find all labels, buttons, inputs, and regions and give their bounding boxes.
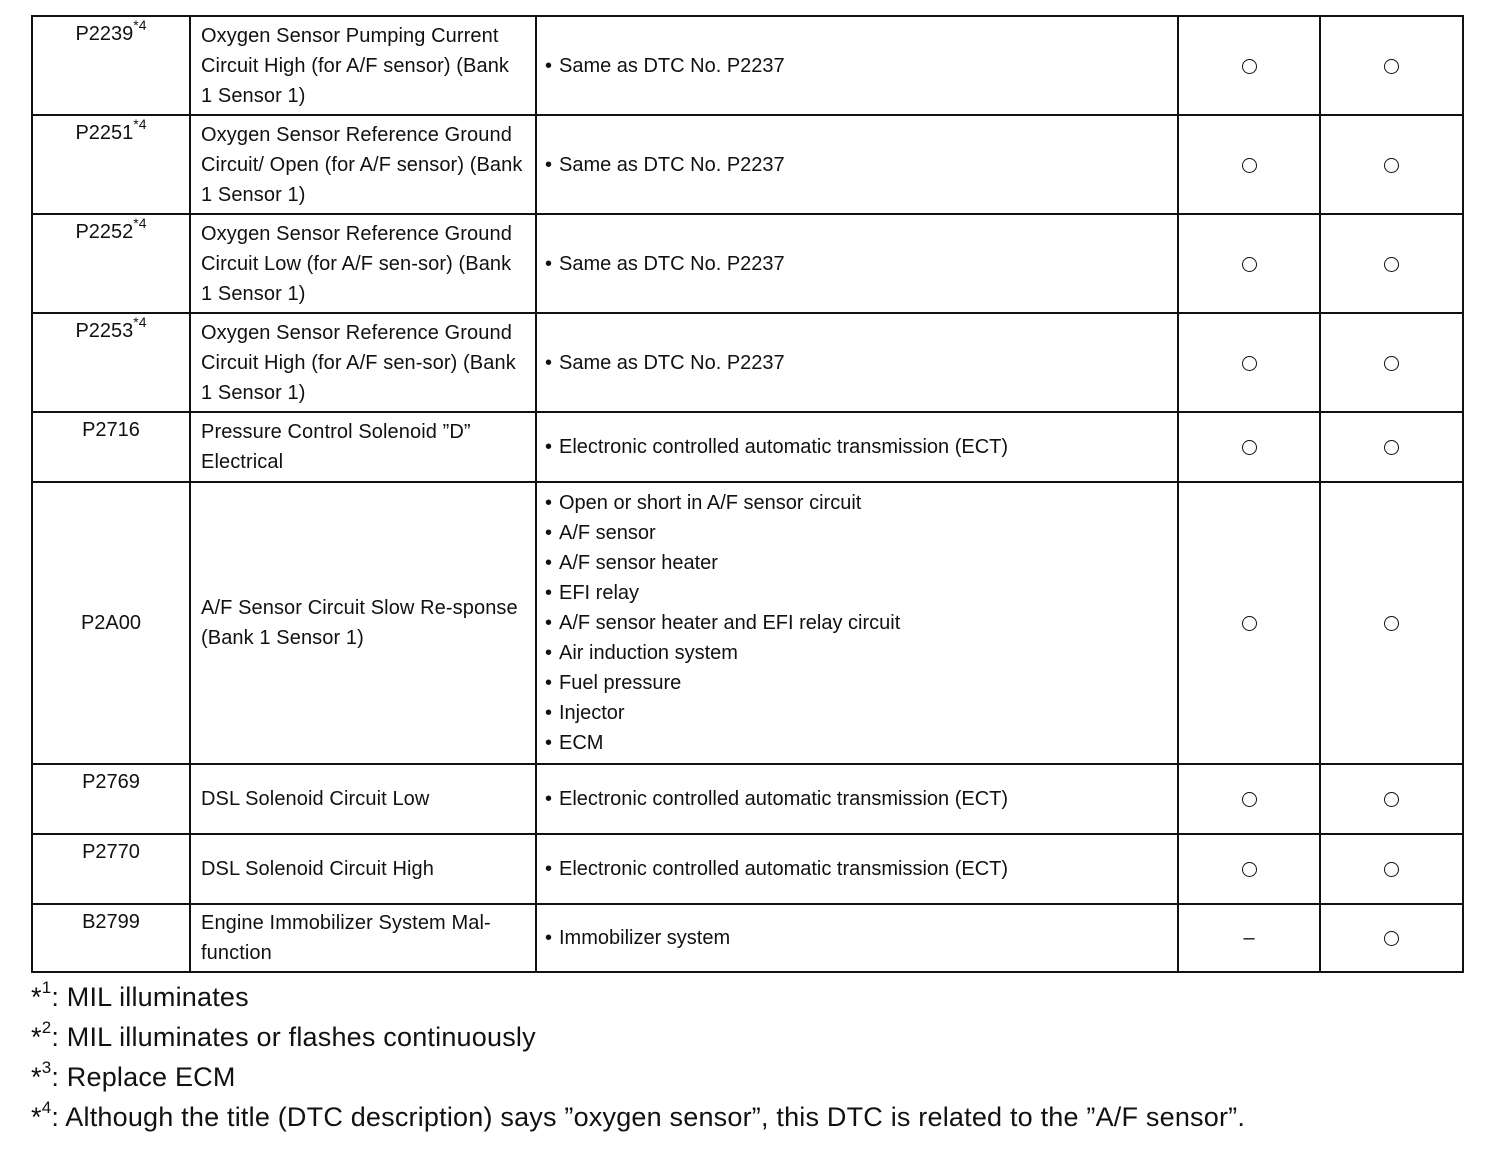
dtc-code-cell [32,412,190,482]
table-row [32,16,1463,115]
circle-mark-icon [1384,356,1399,371]
table-row [32,904,1463,972]
trouble-area-cell [536,834,1178,904]
circle-mark-icon [1242,257,1257,272]
list-item: • Electronic controlled automatic transmission (ECT) [545,854,1177,884]
list-item: • Same as DTC No. P2237 [545,348,1177,378]
circle-mark-icon [1242,356,1257,371]
list-item: • Injector [545,698,1177,728]
table-row [32,313,1463,412]
table-row [32,834,1463,904]
mil-cell [1178,16,1320,115]
footnote [31,977,1245,1017]
circle-mark-icon [1242,792,1257,807]
memory-cell [1320,115,1463,214]
footnote-text: : MIL illuminates or flashes continuously [51,1022,536,1052]
dtc-code: P2716 [82,419,140,441]
dtc-code: P2769 [82,771,140,793]
circle-mark-icon [1384,862,1399,877]
memory-cell [1320,16,1463,115]
trouble-area-cell [536,764,1178,834]
mil-cell [1178,834,1320,904]
detection-item-cell: Oxygen Sensor Pumping Current Circuit High (for A/F sensor) (Bank 1 Sensor 1) [190,16,536,115]
trouble-area-list [545,150,1177,180]
list-item: • Open or short in A/F sensor circuit [545,488,1177,518]
circle-mark-icon [1242,158,1257,173]
trouble-area-list [545,923,1177,953]
detection-item-cell: Oxygen Sensor Reference Ground Circuit High (for A/F sen-sor) (Bank 1 Sensor 1) [190,313,536,412]
detection-item-cell: DSL Solenoid Circuit Low [190,764,536,834]
list-item: • A/F sensor heater and EFI relay circuit [545,608,1177,638]
table-row [32,214,1463,313]
dtc-code: P2239 [75,23,134,45]
trouble-area-cell [536,904,1178,972]
detection-item-cell: A/F Sensor Circuit Slow Re-sponse (Bank 1 Sensor 1) [190,482,536,764]
detection-item-cell: Pressure Control Solenoid ”D” Electrical [190,412,536,482]
memory-cell [1320,214,1463,313]
dtc-code-note: *4 [133,314,147,331]
circle-mark-icon [1384,931,1399,946]
memory-cell [1320,904,1463,972]
trouble-area-cell [536,115,1178,214]
mil-cell [1178,115,1320,214]
mil-cell [1178,214,1320,313]
mil-cell [1178,313,1320,412]
dash-mark: – [1243,927,1255,949]
detection-item-cell: Engine Immobilizer System Mal-function [190,904,536,972]
list-item: • A/F sensor [545,518,1177,548]
footnote-number: 4 [41,1098,52,1117]
memory-cell [1320,834,1463,904]
dtc-code-note: *4 [133,17,147,34]
dtc-code: P2A00 [80,612,142,634]
trouble-area-list [545,488,1177,758]
mil-cell [1178,764,1320,834]
dtc-code-cell [32,834,190,904]
dtc-code: P2253 [75,320,134,342]
trouble-area-list [545,51,1177,81]
footnote-text: : Replace ECM [51,1062,236,1092]
footnote-text: : Although the title (DTC description) says ”oxygen sensor”, this DTC is related to the ”A/F sensor”. [51,1102,1246,1132]
dtc-code: B2799 [82,911,140,933]
footnote [31,1097,1245,1137]
footnote-number: 1 [41,978,52,997]
circle-mark-icon [1384,616,1399,631]
mil-cell [1178,412,1320,482]
list-item: • ECM [545,728,1177,758]
mil-cell [1178,482,1320,764]
dtc-code-cell [32,16,190,115]
footnote-mark: * [31,1062,42,1092]
dtc-table-body [32,16,1463,972]
memory-cell [1320,313,1463,412]
list-item: • Fuel pressure [545,668,1177,698]
circle-mark-icon [1384,792,1399,807]
trouble-area-cell [536,16,1178,115]
circle-mark-icon [1384,257,1399,272]
table-row [32,482,1463,764]
dtc-table [31,15,1464,973]
footnote [31,1017,1245,1057]
footnote-mark: * [31,1102,42,1132]
dtc-code-cell [32,764,190,834]
dtc-code-cell [32,482,190,764]
circle-mark-icon [1242,440,1257,455]
list-item: • EFI relay [545,578,1177,608]
dtc-code: P2252 [75,221,134,243]
dtc-code-cell [32,904,190,972]
list-item: • Electronic controlled automatic transmission (ECT) [545,784,1177,814]
dtc-code-note: *4 [133,215,147,232]
list-item: • Same as DTC No. P2237 [545,249,1177,279]
detection-item-cell: Oxygen Sensor Reference Ground Circuit/ Open (for A/F sensor) (Bank 1 Sensor 1) [190,115,536,214]
table-row [32,412,1463,482]
dtc-code: P2770 [82,841,140,863]
list-item: • Electronic controlled automatic transmission (ECT) [545,432,1177,462]
memory-cell [1320,764,1463,834]
dtc-code-cell [32,313,190,412]
list-item: • Same as DTC No. P2237 [545,51,1177,81]
trouble-area-cell [536,214,1178,313]
list-item: • Same as DTC No. P2237 [545,150,1177,180]
circle-mark-icon [1242,616,1257,631]
memory-cell [1320,482,1463,764]
circle-mark-icon [1242,862,1257,877]
list-item: • Immobilizer system [545,923,1177,953]
trouble-area-cell [536,412,1178,482]
footnote-mark: * [31,982,42,1012]
table-row [32,764,1463,834]
trouble-area-list [545,784,1177,814]
dtc-code-cell [32,214,190,313]
trouble-area-list [545,854,1177,884]
detection-item-cell: DSL Solenoid Circuit High [190,834,536,904]
detection-item-cell: Oxygen Sensor Reference Ground Circuit Low (for A/F sen-sor) (Bank 1 Sensor 1) [190,214,536,313]
trouble-area-list [545,348,1177,378]
circle-mark-icon [1242,59,1257,74]
memory-cell [1320,412,1463,482]
trouble-area-list [545,249,1177,279]
list-item: • A/F sensor heater [545,548,1177,578]
dtc-code-note: *4 [133,116,147,133]
footnote [31,1057,1245,1097]
dtc-code: P2251 [75,122,134,144]
list-item: • Air induction system [545,638,1177,668]
table-row [32,115,1463,214]
footnotes [31,977,1245,1137]
circle-mark-icon [1384,59,1399,74]
trouble-area-cell [536,313,1178,412]
trouble-area-cell [536,482,1178,764]
footnote-number: 3 [41,1058,52,1077]
circle-mark-icon [1384,158,1399,173]
footnote-mark: * [31,1022,42,1052]
footnote-number: 2 [41,1018,52,1037]
circle-mark-icon [1384,440,1399,455]
mil-cell [1178,904,1320,972]
trouble-area-list [545,432,1177,462]
footnote-text: : MIL illuminates [51,982,249,1012]
dtc-code-cell [32,115,190,214]
